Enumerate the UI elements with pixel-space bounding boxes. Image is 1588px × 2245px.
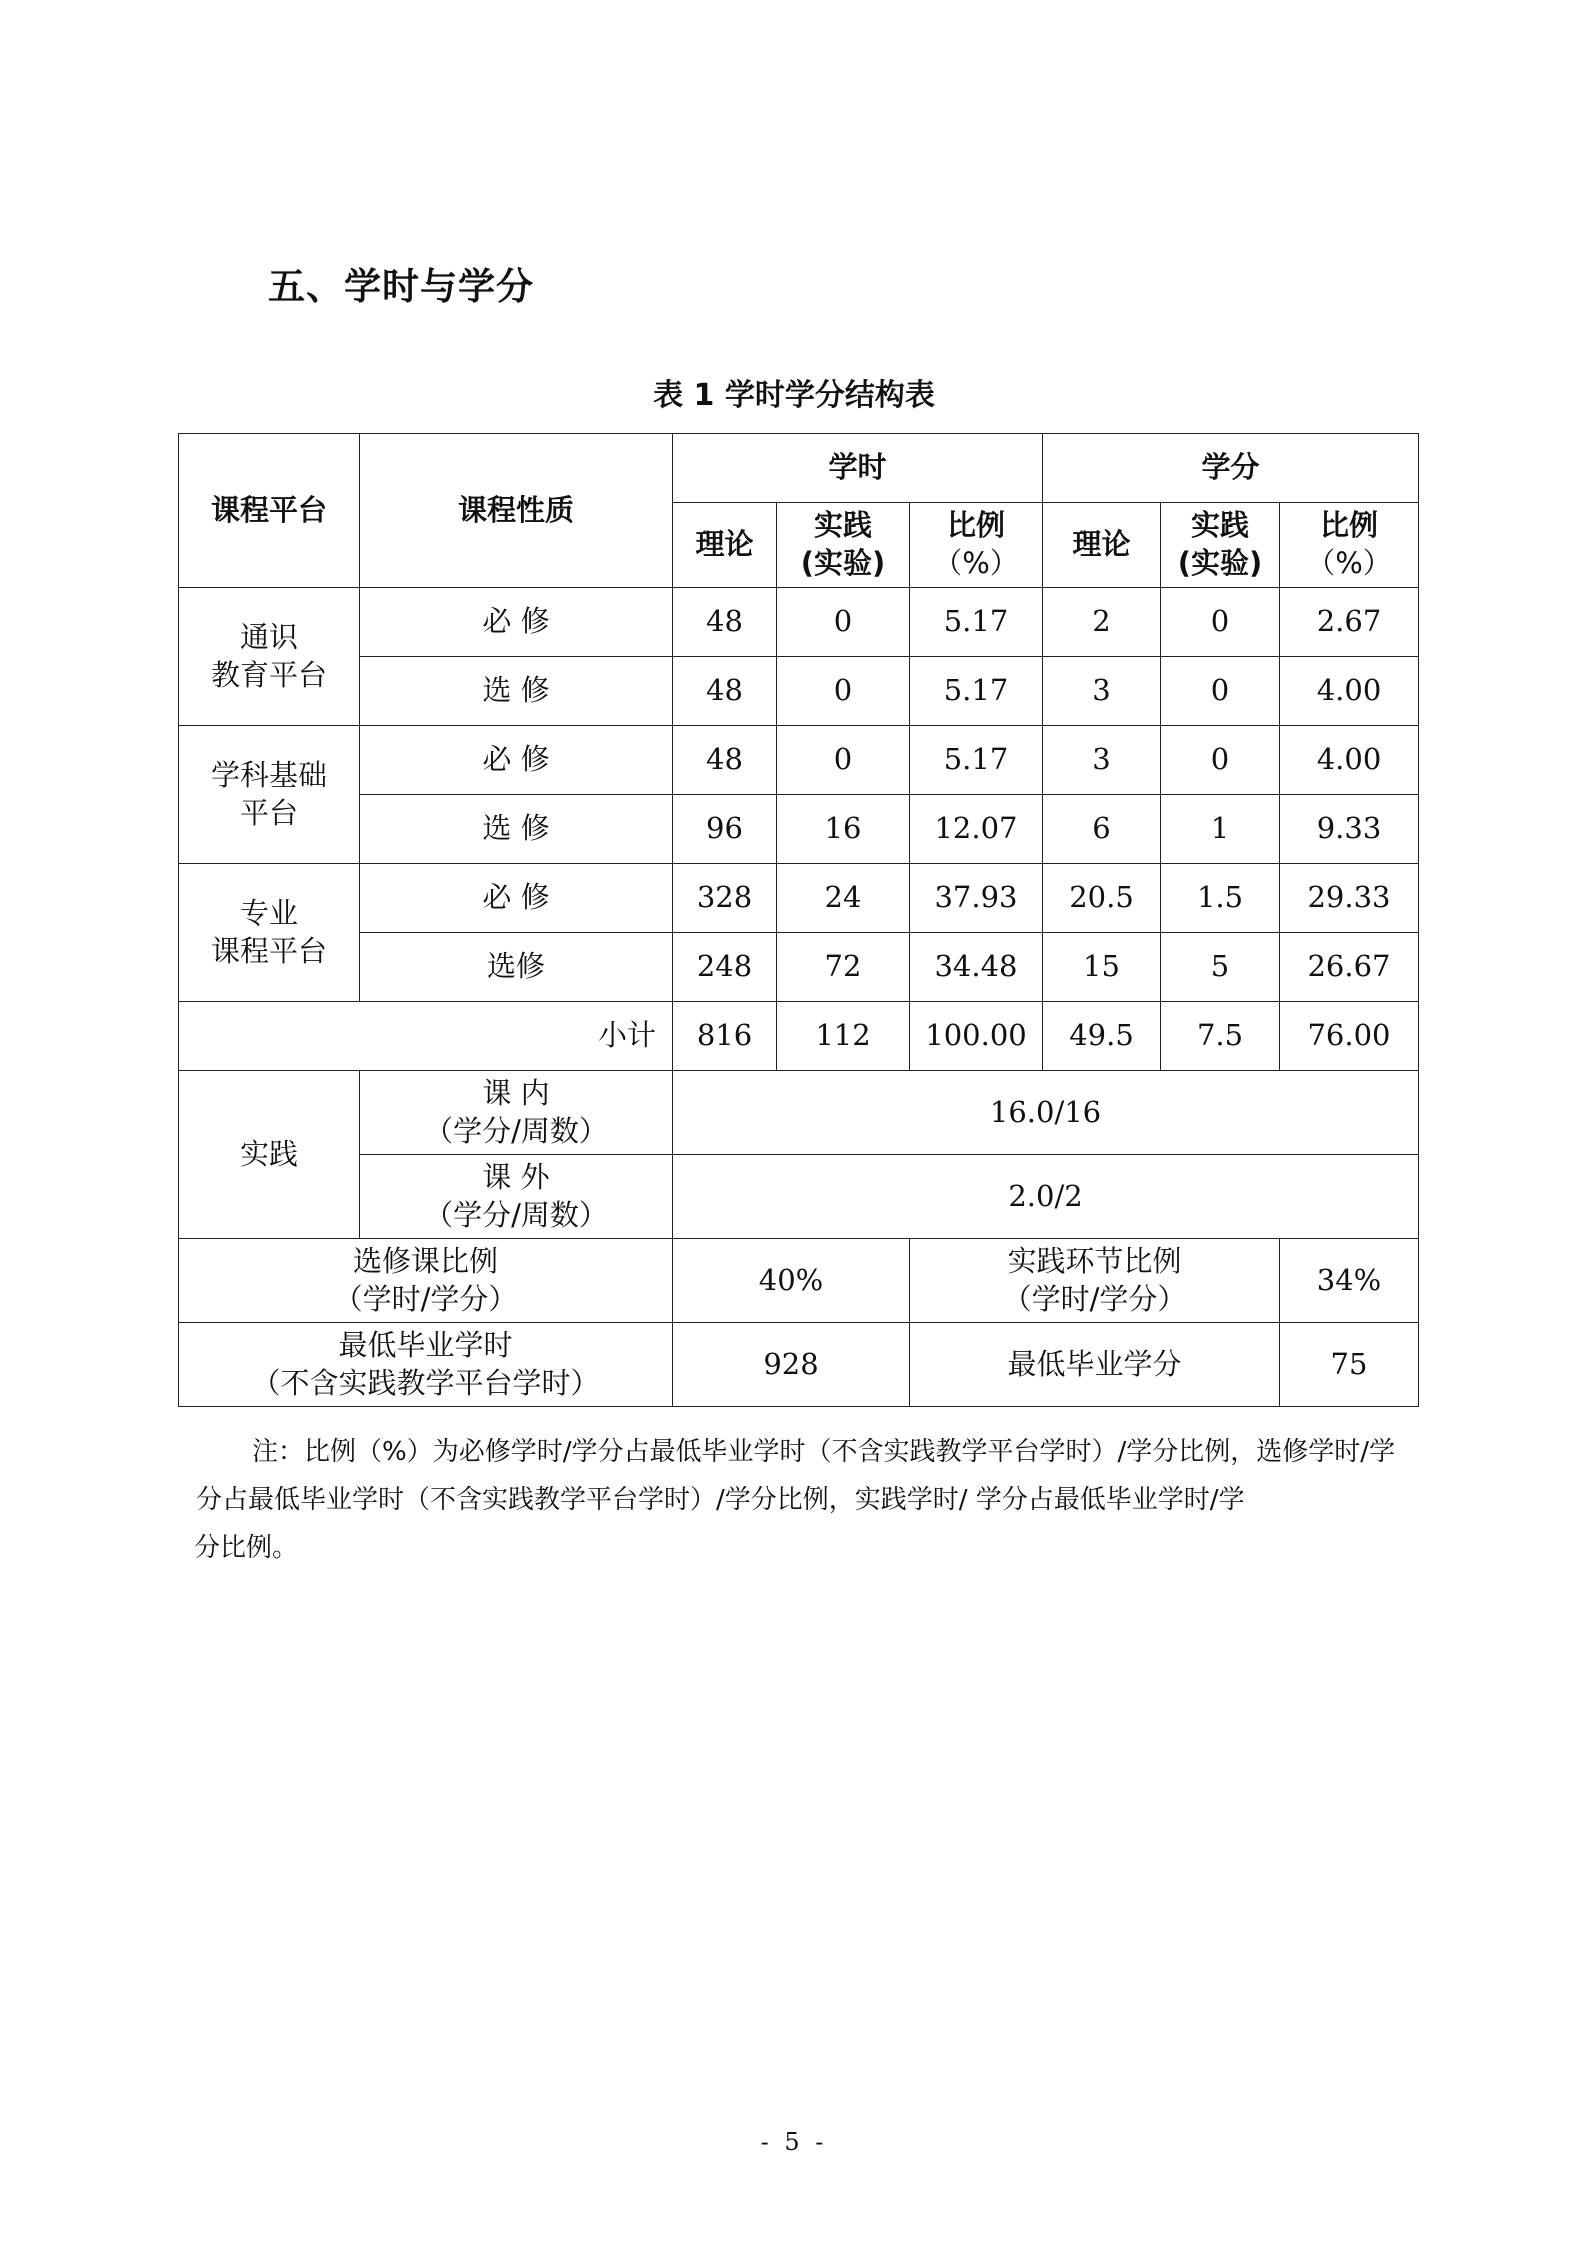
platform-name-cell: 专业 课程平台 <box>179 864 360 1002</box>
practice-inner-row <box>179 1071 1419 1155</box>
hours-practice-cell: 112 <box>777 1002 910 1071</box>
platform-name-cell: 通识 教育平台 <box>179 588 360 726</box>
hours-theory-cell: 48 <box>673 657 777 726</box>
credits-ratio-cell: 4.00 <box>1280 657 1419 726</box>
hours-theory-cell: 96 <box>673 795 777 864</box>
practice-label: 实践 <box>179 1071 360 1239</box>
hours-ratio-cell: 34.48 <box>910 933 1043 1002</box>
hours-practice-cell: 0 <box>777 588 910 657</box>
practice-ratio-value: 34% <box>1280 1239 1419 1323</box>
credits-theory-cell: 3 <box>1043 726 1161 795</box>
credits-ratio-cell: 2.67 <box>1280 588 1419 657</box>
hours-ratio-header: 比例 （%） <box>910 503 1043 588</box>
nature-cell: 选修 <box>360 933 673 1002</box>
hours-group-header: 学时 <box>673 434 1043 503</box>
table-caption: 表 1 学时学分结构表 <box>653 378 935 413</box>
hours-ratio-cell: 100.00 <box>910 1002 1043 1071</box>
table-row <box>179 657 1419 726</box>
note-main-text: 注：比例（%）为必修学时/学分占最低毕业学时（不含实践教学平台学时）/学分比例，选修学时/学分占最低毕业学时（不含实践教学平台学时）/学分比例，实践学时/ 学分占最低毕业学时/学 <box>196 1437 1395 1515</box>
credits-practice-cell: 5 <box>1161 933 1280 1002</box>
hours-theory-cell: 248 <box>673 933 777 1002</box>
table-row <box>179 795 1419 864</box>
credits-practice-cell: 0 <box>1161 588 1280 657</box>
practice-outer-value: 2.0/2 <box>673 1155 1419 1239</box>
elective-ratio-label: 选修课比例 （学时/学分） <box>179 1239 673 1323</box>
credits-practice-cell: 0 <box>1161 726 1280 795</box>
min-hours-label: 最低毕业学时 （不含实践教学平台学时） <box>179 1323 673 1407</box>
section-heading: 五、学时与学分 <box>268 265 534 308</box>
credits-ratio-cell: 29.33 <box>1280 864 1419 933</box>
elective-ratio-value: 40% <box>673 1239 910 1323</box>
col-platform-header: 课程平台 <box>179 434 360 588</box>
hours-theory-header: 理论 <box>673 503 777 588</box>
practice-outer-row <box>179 1155 1419 1239</box>
credits-ratio-cell: 26.67 <box>1280 933 1419 1002</box>
hours-theory-cell: 48 <box>673 588 777 657</box>
table-row <box>179 933 1419 1002</box>
nature-cell: 选 修 <box>360 657 673 726</box>
credits-ratio-cell: 9.33 <box>1280 795 1419 864</box>
table-row <box>179 588 1419 657</box>
note-tail-text: 分比例。 <box>194 1533 299 1563</box>
nature-cell: 必 修 <box>360 588 673 657</box>
credits-practice-cell: 0 <box>1161 657 1280 726</box>
table-note <box>196 1428 1418 1572</box>
min-hours-value: 928 <box>673 1323 910 1407</box>
subtotal-label: 小计 <box>179 1002 673 1071</box>
hours-ratio-cell: 5.17 <box>910 726 1043 795</box>
credit-structure-table <box>178 433 1419 1407</box>
nature-cell: 必 修 <box>360 726 673 795</box>
page-number: - 5 - <box>760 2128 828 2156</box>
platform-name-cell: 学科基础 平台 <box>179 726 360 864</box>
hours-practice-cell: 24 <box>777 864 910 933</box>
hours-ratio-cell: 5.17 <box>910 588 1043 657</box>
practice-outer-label: 课 外 （学分/周数） <box>360 1155 673 1239</box>
practice-inner-value: 16.0/16 <box>673 1071 1419 1155</box>
hours-practice-cell: 72 <box>777 933 910 1002</box>
credits-theory-cell: 6 <box>1043 795 1161 864</box>
ratio-row <box>179 1239 1419 1323</box>
practice-ratio-label: 实践环节比例 （学时/学分） <box>910 1239 1280 1323</box>
credits-group-header: 学分 <box>1043 434 1419 503</box>
hours-practice-header: 实践 (实验) <box>777 503 910 588</box>
hours-practice-cell: 0 <box>777 657 910 726</box>
hours-ratio-cell: 37.93 <box>910 864 1043 933</box>
credits-theory-cell: 20.5 <box>1043 864 1161 933</box>
minimum-row <box>179 1323 1419 1407</box>
credits-practice-cell: 1.5 <box>1161 864 1280 933</box>
col-nature-header: 课程性质 <box>360 434 673 588</box>
credits-theory-cell: 49.5 <box>1043 1002 1161 1071</box>
credits-ratio-header: 比例 （%） <box>1280 503 1419 588</box>
subtotal-row <box>179 1002 1419 1071</box>
hours-practice-cell: 16 <box>777 795 910 864</box>
min-credits-value: 75 <box>1280 1323 1419 1407</box>
table-header-row <box>179 434 1419 503</box>
hours-theory-cell: 48 <box>673 726 777 795</box>
credits-theory-cell: 3 <box>1043 657 1161 726</box>
min-credits-label: 最低毕业学分 <box>910 1323 1280 1407</box>
nature-cell: 必 修 <box>360 864 673 933</box>
practice-inner-label: 课 内 （学分/周数） <box>360 1071 673 1155</box>
nature-cell: 选 修 <box>360 795 673 864</box>
hours-ratio-cell: 5.17 <box>910 657 1043 726</box>
credits-practice-cell: 7.5 <box>1161 1002 1280 1071</box>
credits-practice-header: 实践 (实验) <box>1161 503 1280 588</box>
credits-ratio-cell: 4.00 <box>1280 726 1419 795</box>
hours-ratio-cell: 12.07 <box>910 795 1043 864</box>
credits-practice-cell: 1 <box>1161 795 1280 864</box>
hours-practice-cell: 0 <box>777 726 910 795</box>
table-row <box>179 864 1419 933</box>
table-row <box>179 726 1419 795</box>
credits-theory-header: 理论 <box>1043 503 1161 588</box>
credits-theory-cell: 2 <box>1043 588 1161 657</box>
credits-theory-cell: 15 <box>1043 933 1161 1002</box>
hours-theory-cell: 816 <box>673 1002 777 1071</box>
hours-theory-cell: 328 <box>673 864 777 933</box>
credits-ratio-cell: 76.00 <box>1280 1002 1419 1071</box>
